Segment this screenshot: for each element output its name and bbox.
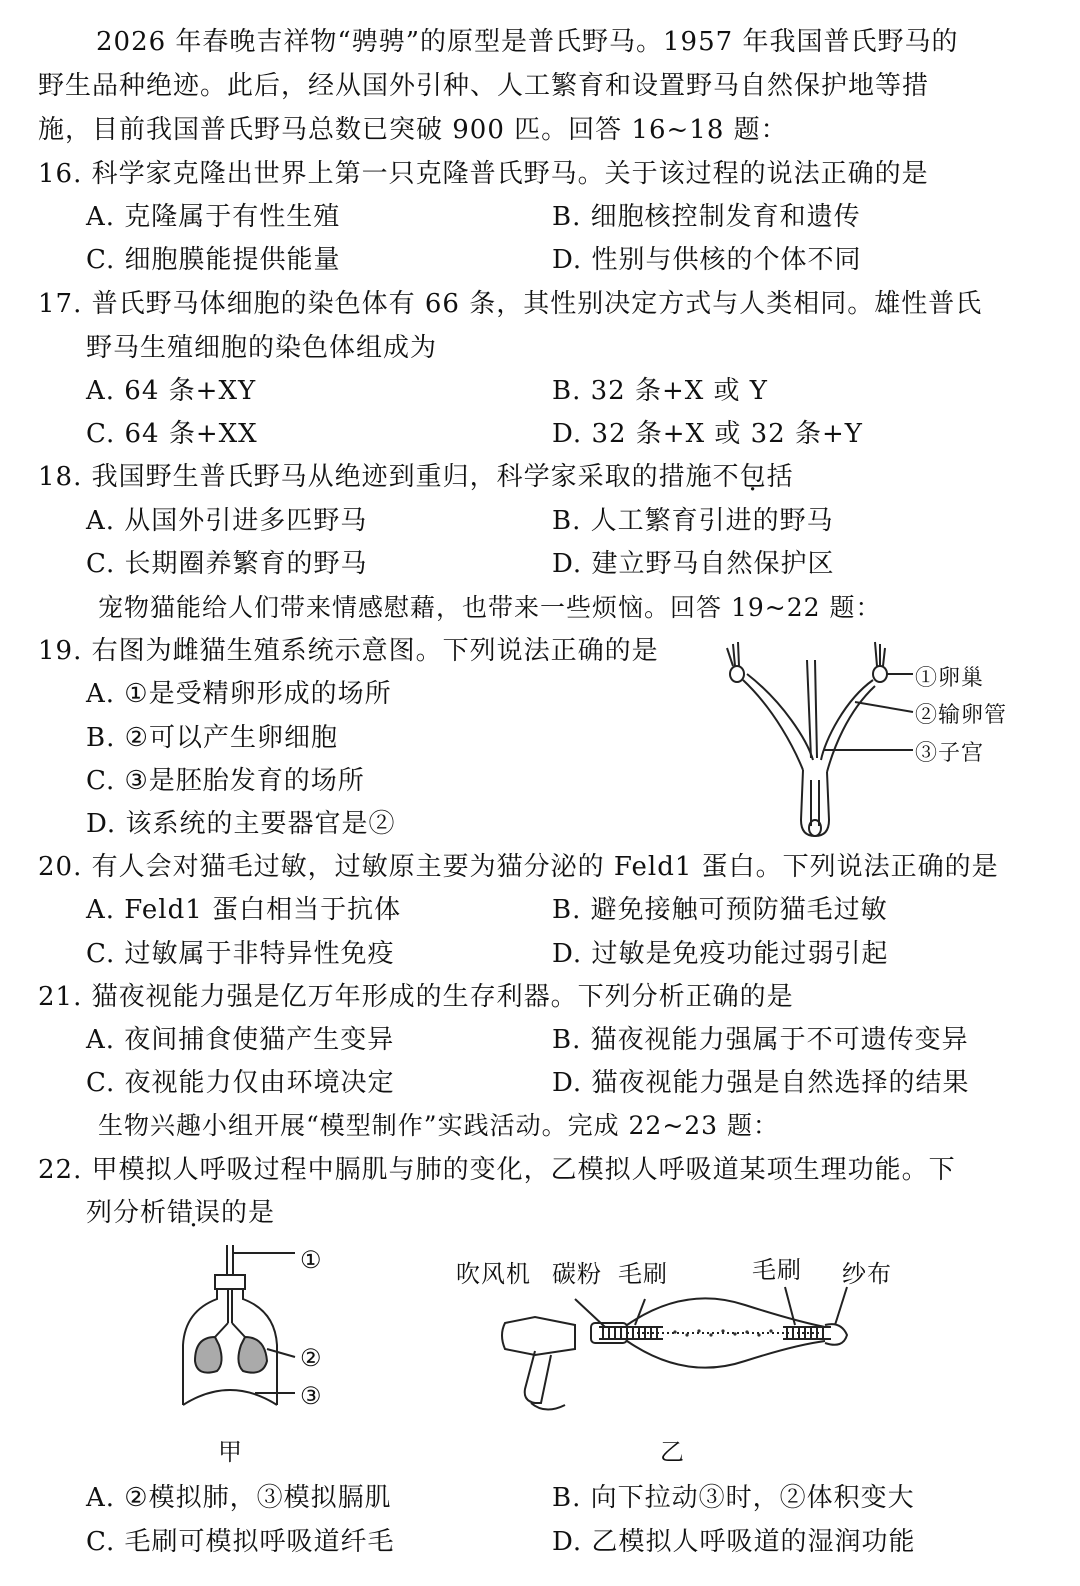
- q17-option-a: A. 64 条+XY: [86, 376, 257, 406]
- intro-22-23: 生物兴趣小组开展“模型制作”实践活动。完成 22~23 题：: [98, 1111, 780, 1140]
- q20-stem: 20. 有人会对猫毛过敏，过敏原主要为猫分泌的 Feld1 蛋白。下列说法正确的是: [38, 852, 999, 882]
- q19-option-d: D. 该系统的主要器官是②: [86, 809, 396, 839]
- q22-option-a: A. ②模拟肺，③模拟膈肌: [86, 1483, 392, 1513]
- q22-stem-line2: [86, 1195, 275, 1231]
- q16-stem: 16. 科学家克隆出世界上第一只克隆普氏野马。关于该过程的说法正确的是: [38, 159, 929, 189]
- q22-stem2-prefix: 列分析: [86, 1198, 168, 1228]
- q20-option-b: B. 避免接触可预防猫毛过敏: [552, 895, 888, 925]
- q17-option-d: D. 32 条+X 或 32 条+Y: [552, 419, 863, 449]
- q22-stem2-emphasis: 错误: [167, 1198, 222, 1228]
- q21-stem: 21. 猫夜视能力强是亿万年形成的生存利器。下列分析正确的是: [38, 982, 794, 1012]
- q19-option-c: C. ③是胚胎发育的场所: [86, 766, 365, 796]
- q20-option-d: D. 过敏是免疫功能过弱引起: [552, 939, 889, 969]
- hair-dryer-icon: [502, 1317, 575, 1355]
- fig-jia-label-2: ②: [300, 1344, 323, 1372]
- fig-yi-label-carbon-powder: 碳粉: [552, 1260, 602, 1288]
- q17-stem-line2: 野马生殖细胞的染色体组成为: [86, 333, 438, 363]
- q19-option-b: B. ②可以产生卵细胞: [86, 723, 338, 753]
- q20-option-c: C. 过敏属于非特异性免疫: [86, 939, 395, 969]
- q16-option-d: D. 性别与供核的个体不同: [552, 245, 862, 275]
- fig-yi-label-hair-dryer: 吹风机: [456, 1260, 531, 1288]
- q22-option-c: C. 毛刷可模拟呼吸道纤毛: [86, 1527, 395, 1557]
- q19-stem: 19. 右图为雌猫生殖系统示意图。下列说法正确的是: [38, 636, 659, 666]
- fig-jia-caption: 甲: [218, 1438, 243, 1466]
- q22-stem2-suffix: 的是: [221, 1198, 276, 1228]
- intro-16-18-line2: 野生品种绝迹。此后，经从国外引种、人工繁育和设置野马自然保护地等措: [38, 71, 930, 101]
- fig-yi-label-brush-2: 毛刷: [752, 1256, 802, 1284]
- q21-option-d: D. 猫夜视能力强是自然选择的结果: [552, 1068, 970, 1098]
- q16-option-a: A. 克隆属于有性生殖: [86, 202, 341, 232]
- balloon-lung-left: [195, 1337, 222, 1373]
- fig-jia-label-3: ③: [300, 1382, 323, 1410]
- q17-stem-line1: 17. 普氏野马体细胞的染色体有 66 条，其性别决定方式与人类相同。雄性普氏: [38, 289, 983, 319]
- q21-option-b: B. 猫夜视能力强属于不可遗传变异: [552, 1025, 969, 1055]
- q16-option-b: B. 细胞核控制发育和遗传: [552, 202, 861, 232]
- fig-yi-label-brush-1: 毛刷: [618, 1260, 668, 1288]
- intro-16-18-line3: 施，目前我国普氏野马总数已突破 900 匹。回答 16~18 题：: [38, 115, 788, 145]
- fig19-label-ovary: ①卵巢: [915, 666, 985, 691]
- fig-yi-label-gauze: 纱布: [842, 1260, 892, 1288]
- q18-stem-text: 18. 我国野生普氏野马从绝迹到重归，科学家采取的措施: [38, 462, 713, 492]
- q22-stem-line1: 22. 甲模拟人呼吸过程中膈肌与肺的变化，乙模拟人呼吸道某项生理功能。下: [38, 1155, 956, 1185]
- q18-option-c: C. 长期圈养繁育的野马: [86, 549, 368, 579]
- intro-16-18-line1: 2026 年春晚吉祥物“骋骋”的原型是普氏野马。1957 年我国普氏野马的: [96, 27, 959, 57]
- q22-option-d: D. 乙模拟人呼吸道的湿润功能: [552, 1527, 916, 1557]
- q18-option-d: D. 建立野马自然保护区: [552, 549, 835, 579]
- q18-option-a: A. 从国外引进多匹野马: [86, 506, 368, 536]
- q20-option-a: A. Feld1 蛋白相当于抗体: [86, 895, 402, 925]
- q17-option-c: C. 64 条+XX: [86, 419, 258, 449]
- fig-jia-label-1: ①: [300, 1246, 323, 1274]
- q18-stem-emphasis: 不包括: [712, 462, 794, 492]
- q18-option-b: B. 人工繁育引进的野马: [552, 506, 834, 536]
- q21-option-a: A. 夜间捕食使猫产生变异: [86, 1025, 395, 1055]
- balloon-lung-right: [238, 1337, 267, 1373]
- respiratory-tract-model-figure: [495, 1285, 865, 1420]
- q17-option-b: B. 32 条+X 或 Y: [552, 376, 768, 406]
- fig-yi-caption: 乙: [660, 1438, 685, 1466]
- fig19-label-uterus: ③子宫: [915, 741, 985, 766]
- q16-option-c: C. 细胞膜能提供能量: [86, 245, 341, 275]
- q19-option-a: A. ①是受精卵形成的场所: [86, 679, 392, 709]
- q21-option-c: C. 夜视能力仅由环境决定: [86, 1068, 395, 1098]
- intro-19-22: 宠物猫能给人们带来情感慰藉，也带来一些烦恼。回答 19~22 题：: [98, 593, 882, 622]
- q22-option-b: B. 向下拉动③时，②体积变大: [552, 1483, 915, 1513]
- q18-stem: [38, 459, 794, 495]
- fig19-label-oviduct: ②输卵管: [915, 703, 1008, 728]
